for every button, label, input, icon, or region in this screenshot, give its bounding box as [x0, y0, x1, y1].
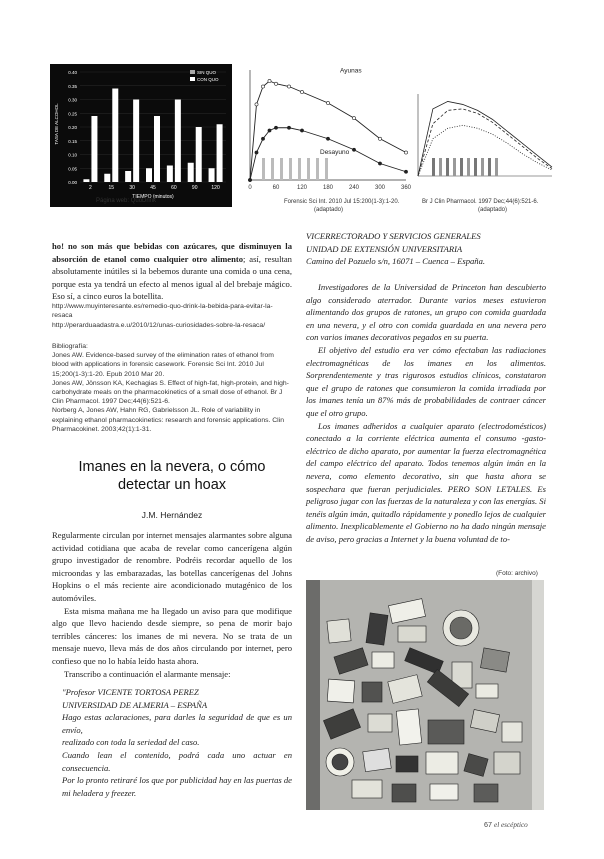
quote-line: Hago estas aclaraciones, para darles la seguridad de que es un envío,	[62, 712, 292, 735]
quote-block	[62, 686, 292, 799]
bar-sin-quo	[209, 168, 215, 182]
data-point	[248, 178, 251, 181]
x-tick-label: 60	[171, 185, 177, 191]
quote-line: realizado con toda la seriedad del caso.	[62, 737, 200, 748]
bg-bar	[439, 158, 442, 176]
x-tick-label: 120	[296, 185, 308, 191]
data-point	[287, 85, 290, 88]
legend-label: SIN QUO	[197, 70, 217, 75]
left-intro	[52, 240, 292, 303]
data-point	[255, 103, 258, 106]
caption-chart3: Br J Clin Pharmacol. 1997 Dec;44(6):521-6.	[422, 199, 539, 205]
quote-line: UNIVERSIDAD DE ALMERIA – ESPAÑA	[62, 699, 208, 710]
bar-con-quo	[112, 89, 118, 183]
bg-bar	[474, 158, 477, 176]
biblio-entry: Jones AW. Evidence-based survey of the elimination rates of ethanol from blood with applications in forensic casework. Forensic Sci Int. 2010 Jul 15;200(1-3):1-20. Epub 2010 Mar 20.	[52, 352, 274, 378]
data-point	[326, 101, 329, 104]
link-1[interactable]: http://www.muyinteresante.es/remedio-quo-drink-la-bebida-para-evitar-la-resaca	[52, 303, 273, 320]
bg-bar	[481, 158, 484, 176]
bar-sin-quo	[146, 168, 152, 182]
bg-bar	[432, 158, 435, 176]
y-axis-label: TASA DE ALCOHOL	[54, 103, 59, 145]
series-label: Ayunas	[340, 67, 362, 75]
chart-forensic	[236, 64, 410, 217]
series-line	[418, 109, 552, 176]
quote-line: Cuando lean el contenido, podrá cada uno actuar en consecuencia.	[62, 749, 292, 773]
intro-rest: ; así, resultan absolutamente inútiles si la bebemos durante una comida o una cena, porque esta ya tendrá un efecto al menos igual al del brebaje mágico. Eso sí, a cinco euros la botellita.	[52, 253, 292, 302]
data-point	[300, 90, 303, 93]
right-header	[306, 230, 546, 268]
x-tick-label: 0	[248, 185, 252, 191]
data-point	[261, 85, 264, 88]
bar-con-quo	[175, 100, 181, 183]
bar-sin-quo	[188, 163, 194, 182]
bg-bar	[262, 158, 265, 180]
x-tick-label: 90	[191, 185, 198, 191]
x-tick-label: 120	[211, 185, 220, 191]
page-number: 67	[484, 820, 492, 829]
bg-bar	[298, 158, 301, 180]
y-tick-label: 0.40	[68, 70, 77, 75]
bg-bar	[271, 158, 274, 180]
chart-quodrink	[50, 64, 232, 207]
legend-swatch	[190, 70, 195, 74]
chart-bjcp	[410, 64, 558, 217]
data-point	[378, 137, 381, 140]
right-paragraph: Investigadores de la Universidad de Princeton han descubierto algo considerado aterrador. Durante varios meses estuvieron alimentando dos grupos de ratones, un grupo con comida guardada en una nevera, y el otro con comida guardada en una nevera pero con varios imanes decorativos pegados en su puerta.	[306, 282, 546, 343]
data-point	[261, 137, 264, 140]
bar-con-quo	[91, 116, 97, 182]
y-tick-label: 0.20	[68, 125, 77, 130]
header-line: VICERRECTORADO Y SERVICIOS GENERALES	[306, 231, 481, 241]
caption-chart3b: (adaptado)	[478, 207, 508, 213]
bg-bar	[316, 158, 319, 180]
bg-bar	[467, 158, 470, 176]
intro-bold: ho! no son más que bebidas con azúcares, que disminuyen la absorción de etanol como cualquier otro alimento	[52, 241, 292, 264]
right-body	[306, 281, 546, 545]
bar-con-quo	[133, 100, 139, 183]
y-tick-label: 0.30	[68, 97, 77, 103]
chart-quodrink-svg	[50, 64, 232, 207]
header-line: UNIDAD DE EXTENSIÓN UNIVERSITARIA	[306, 243, 463, 254]
data-point	[326, 137, 329, 140]
bg-bar	[495, 158, 498, 176]
x-tick-label: 15	[108, 185, 115, 191]
biblio-entry: Norberg A, Jones AW, Hahn RG, Gabrielsson JL. Role of variability in explaining ethanol pharmacokinetics: research and forensic applications. Clin Pharmacokinet. 2003;42(1):1-31.	[52, 407, 284, 433]
chart-background	[50, 64, 232, 207]
x-tick-label: 300	[374, 185, 386, 191]
data-point	[352, 117, 355, 120]
x-tick-label: 240	[348, 185, 360, 191]
x-tick-label: 180	[322, 185, 334, 191]
caption-chart1: Página web: QuoDrink	[96, 198, 157, 204]
bar-con-quo	[154, 116, 160, 182]
data-point	[404, 170, 407, 173]
data-point	[268, 79, 271, 82]
chart-bjcp-svg	[410, 64, 558, 194]
article-author: J.M. Hernández	[141, 510, 203, 520]
x-axis-label: TIEMPO (minutos)	[132, 194, 174, 200]
bar-sin-quo	[125, 171, 131, 182]
body-paragraph: Esta misma mañana me ha llegado un aviso para que modifique algo que llevo haciendo desde siempre, so pena de morir bajo terribles cánceres: los imanes de mi nevera. No se trata de un mensaje nuevo, lleva más de dos años circulando por internet, pero confieso que no lo había leído hasta ahora.	[52, 605, 292, 666]
caption-chart2b: (adaptado)	[314, 207, 344, 213]
magazine-name: el escéptico	[494, 821, 528, 829]
quote-line: Por lo pronto retiraré los que por publicidad hay en las puertas de mi heladera y freezer.	[62, 775, 292, 798]
x-tick-label: 30	[129, 185, 135, 191]
x-tick-label: 60	[272, 185, 280, 191]
chart-forensic-svg	[236, 64, 410, 194]
series-label: Desayuno	[320, 148, 350, 156]
data-point	[404, 151, 407, 154]
left-body	[52, 529, 292, 680]
fridge-magnets-image	[306, 580, 544, 810]
right-paragraph: El objetivo del estudio era ver cómo efectaban las radiaciones electromagnéticas de los imanes en los alimentos. Sorprendentemente y tras rigurosos estudios clínicos, constataron que el grupo de ratones que consumieron la comida irradiada por los imanes tenía un 87% más de probabilidades de contraer cáncer que el otro grupo.	[306, 344, 546, 418]
bar-sin-quo	[104, 174, 110, 182]
bibliography-title: Bibliografía:	[52, 343, 88, 350]
series-line	[418, 101, 552, 176]
y-tick-label: 0.00	[68, 180, 77, 185]
y-tick-label: 0.10	[68, 152, 77, 158]
biblio-entry: Jones AW, Jönsson KA, Kechagias S. Effect of high-fat, high-protein, and high-carbohydrate meals on the pharmacokinetics of a small dose of ethanol. Br J Clin Pharmacol. 1997 Dec;44(6):521-6.	[52, 379, 289, 406]
fridge-magnets-photo	[306, 580, 544, 810]
data-point	[352, 148, 355, 151]
bg-bar	[460, 158, 463, 176]
quote-line: "Profesor VICENTE TORTOSA PEREZ	[62, 687, 199, 697]
links	[52, 302, 292, 331]
data-point	[274, 82, 277, 85]
data-point	[274, 126, 277, 129]
bg-bar	[488, 158, 491, 176]
link-2[interactable]: http://perarduaadastra.e.u/2010/12/unas-curiosidades-sobre-la-resaca/	[52, 322, 266, 330]
data-point	[378, 162, 381, 165]
x-tick-label: 45	[150, 185, 156, 191]
bg-bar	[289, 158, 292, 180]
body-paragraph: Regularmente circulan por internet mensajes alarmantes sobre alguna actividad cotidiana que acaba de revelar como cancerígena algún grupo investigador de renombre. Podréis recordar aquello de los microondas y las embarazadas, las botellas cancerígenas del Johns Hopkins o el más reciente aire acondicionado mutagénico de los automóviles.	[52, 530, 292, 603]
x-tick-label: 2	[89, 185, 92, 191]
article-title: Imanes en la nevera, o cómo detectar un hoax	[78, 459, 266, 493]
header-line: Camino del Pozuelo s/n, 16071 – Cuenca – España.	[306, 256, 486, 267]
photo-credit: (Foto: archivo)	[496, 570, 538, 577]
bg-bar	[453, 158, 456, 176]
body-paragraph: Transcribo a continuación el alarmante mensaje:	[64, 668, 231, 679]
bar-sin-quo	[83, 179, 89, 182]
y-tick-label: 0.05	[68, 166, 77, 172]
bar-con-quo	[196, 127, 202, 182]
data-point	[255, 151, 258, 154]
data-point	[287, 126, 290, 129]
bg-bar	[280, 158, 283, 180]
legend-swatch	[190, 77, 195, 81]
y-tick-label: 0.35	[68, 83, 77, 89]
bg-bar	[325, 158, 328, 180]
bar-con-quo	[217, 124, 223, 182]
legend-label: CON QUO	[197, 77, 219, 82]
y-tick-label: 0.25	[68, 111, 77, 117]
right-paragraph: Los imanes adheridos a cualquier aparato (electrodomésticos) conectado a la corriente eléctrica aumenta el consumo -gasto- eléctrico de dicho aparato, por aumentar la fuerza electromagnética del campo eléctrico del aparato. Todos tenemos algún imán en la nevera, como elemento decorativo, sin que hasta ahora se sospechara que fueran perjudiciales. PERO SON LETALES. Es peligroso jugar con las fuerzas de la naturaleza y con las energías. Si tenéis algún imán, quitadlo rápidamente y ponedlo lejos de cualquier alimento. Inexplicablemente el Gobierno no ha dado ningún mensaje de aviso, pero gracias a Internet y la buena voluntad de to-	[306, 420, 546, 544]
bg-bar	[307, 158, 310, 180]
bibliography	[52, 342, 292, 434]
x-tick-label: 360	[400, 185, 412, 191]
y-tick-label: 0.15	[68, 138, 77, 144]
page-footer	[484, 820, 528, 829]
caption-chart2: Forensic Sci Int. 2010 Jul 15:200(1-3):1-20.	[284, 199, 400, 205]
data-point	[268, 129, 271, 132]
bg-bar	[446, 158, 449, 176]
data-point	[300, 129, 303, 132]
bar-sin-quo	[167, 166, 173, 183]
